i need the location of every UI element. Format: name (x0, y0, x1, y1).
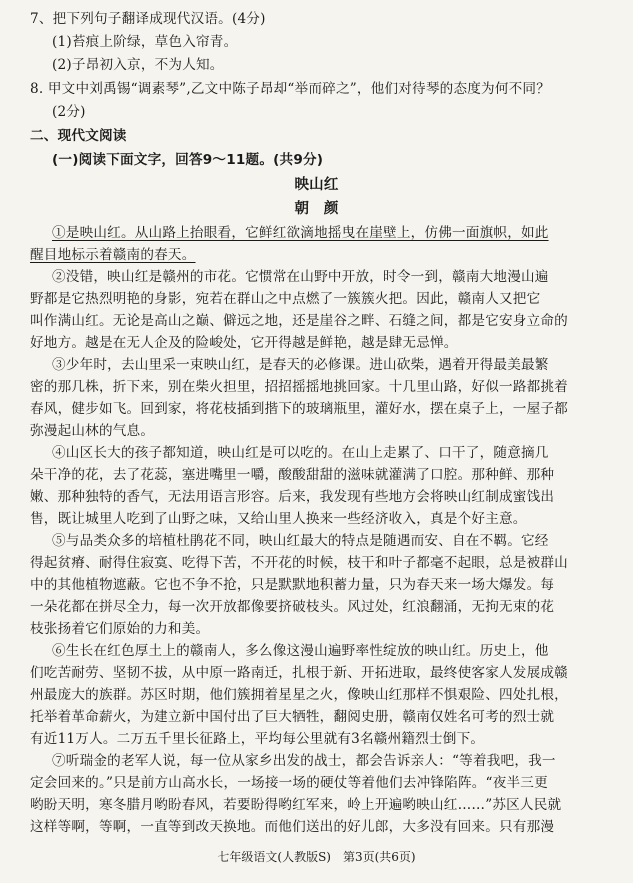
article-line: ⑥生长在红色厚土上的赣南人，多么像这漫山遍野率性绽放的映山红。历史上，他 (52, 643, 549, 659)
article-line: 醒目地标示着赣南的春天。 (30, 247, 196, 263)
article-line: 好地方。越是在无人企及的险峻处，它开得越是鲜艳，越是肆无忌惮。 (30, 335, 458, 351)
article-line: 州最庞大的族群。苏区时期，他们簇拥着星星之火，像映山红那样不惧艰险、四处扎根， (30, 687, 568, 703)
article-title: 映山红 (294, 177, 339, 193)
article-line: 朵干净的花，去了花蕊，塞进嘴里一嚼，酸酸甜甜的滋味就灌满了口腔。那种鲜、那种 (30, 467, 555, 483)
article-line: 售，既让城里人吃到了山野之味，又给山里人换来一些经济收入，真是个好主意。 (30, 511, 527, 527)
article-line: 密的那几株，折下来，别在柴火担里，招招摇摇地挑回家。十几里山路，好似一路都挑着 (30, 379, 568, 395)
article-line: 得起贫瘠、耐得住寂寞、吃得下苦，不开花的时候，枝干和叶子都毫不起眼，总是被群山 (30, 555, 568, 571)
question-8-line-2: (2分) (52, 104, 86, 120)
article-line: 这样等啊，等啊，一直等到改天换地。而他们送出的好儿郎，大多没有回来。只有那漫 (30, 819, 555, 835)
article-line: 有近11万人。二万五千里长征路上，平均每公里就有3名赣州籍烈士倒下。 (30, 731, 485, 747)
article-line: 弥漫起山林的气息。 (30, 423, 155, 439)
page-footer: 七年级语文(人教版S) 第3页(共6页) (217, 850, 416, 864)
article-line: 春风，健步如飞。回到家，将花枝插到揩下的玻璃瓶里，灌好水，摆在桌子上，一屋子都 (30, 401, 568, 417)
question-7-item-2: (2)子昂初入京，不为人知。 (52, 57, 224, 73)
article-line: ①是映山红。从山路上抬眼看，它鲜红欲滴地摇曳在崖壁上，仿佛一面旗帜，如此 (52, 225, 549, 241)
article-line: 一朵花都在拼尽全力，每一次开放都像要挤破枝头。风过处，红浪翻涌，无拘无束的花 (30, 599, 555, 615)
article-line: 叫作满山红。无论是高山之巅、僻远之地，还是崖谷之畔、石缝之间，都是它安身立命的 (30, 313, 568, 329)
article-line: 嫩、那种独特的香气，无法用语言形容。后来，我发现有些地方会将映山红制成蜜饯出 (30, 489, 555, 505)
article-line: ⑦听瑞金的老军人说，每一位从家乡出发的战士，都会告诉亲人：“等着我吧，我一 (52, 753, 556, 769)
article-line: 枝张扬着它们原始的力和美。 (30, 621, 210, 637)
article-line: 们吃苦耐劳、坚韧不拔，从中原一路南迁，扎根于新、开拓进取，最终使客家人发展成赣 (30, 665, 568, 681)
question-7-stem: 7、把下列句子翻译成现代汉语。(4分) (30, 11, 266, 27)
article-line: 野都是它热烈明艳的身影，宛若在群山之中点燃了一簇簇火把。因此，赣南人又把它 (30, 291, 541, 307)
article-line: 哟盼天明，寒冬腊月哟盼春风，若要盼得哟红军来，岭上开遍哟映山红……”苏区人民就 (30, 797, 562, 813)
article-line: 托举着革命薪火，为建立新中国付出了巨大牺牲，翻阅史册，赣南仅姓名可考的烈士就 (30, 709, 555, 725)
question-8-line-1: 8. 甲文中刘禹锡“调素琴”,乙文中陈子昂却“举而碎之”，他们对待琴的态度为何不同？ (30, 81, 550, 97)
article-line: ③少年时，去山里采一束映山红，是春天的必修课。进山砍柴，遇着开得最美最繁 (52, 357, 549, 373)
article-line: ⑤与品类众多的培植杜鹃花不同，映山红最大的特点是随遇而安、自在不羁。它经 (52, 533, 549, 549)
article-line: ④山区长大的孩子都知道，映山红是可以吃的。在山上走累了、口干了，随意摘几 (52, 445, 549, 461)
question-7-item-1: (1)苔痕上阶绿，草色入帘青。 (52, 34, 238, 50)
article-line: 中的其他植物遮蔽。它也不争不抢，只是默默地积蓄力量，只为春天来一场大爆发。每 (30, 577, 555, 593)
article-author: 朝 颜 (294, 201, 339, 217)
article-line: ②没错，映山红是赣州的市花。它惯常在山野中开放，时令一到，赣南大地漫山遍 (52, 269, 549, 285)
section-subheading: (一)阅读下面文字，回答9～11题。(共9分) (52, 152, 324, 168)
section-heading: 二、现代文阅读 (30, 128, 127, 144)
article-line: 定会回来的。”只是前方山高水长，一场接一场的硬仗等着他们去冲锋陷阵。“夜半三更 (30, 775, 548, 791)
